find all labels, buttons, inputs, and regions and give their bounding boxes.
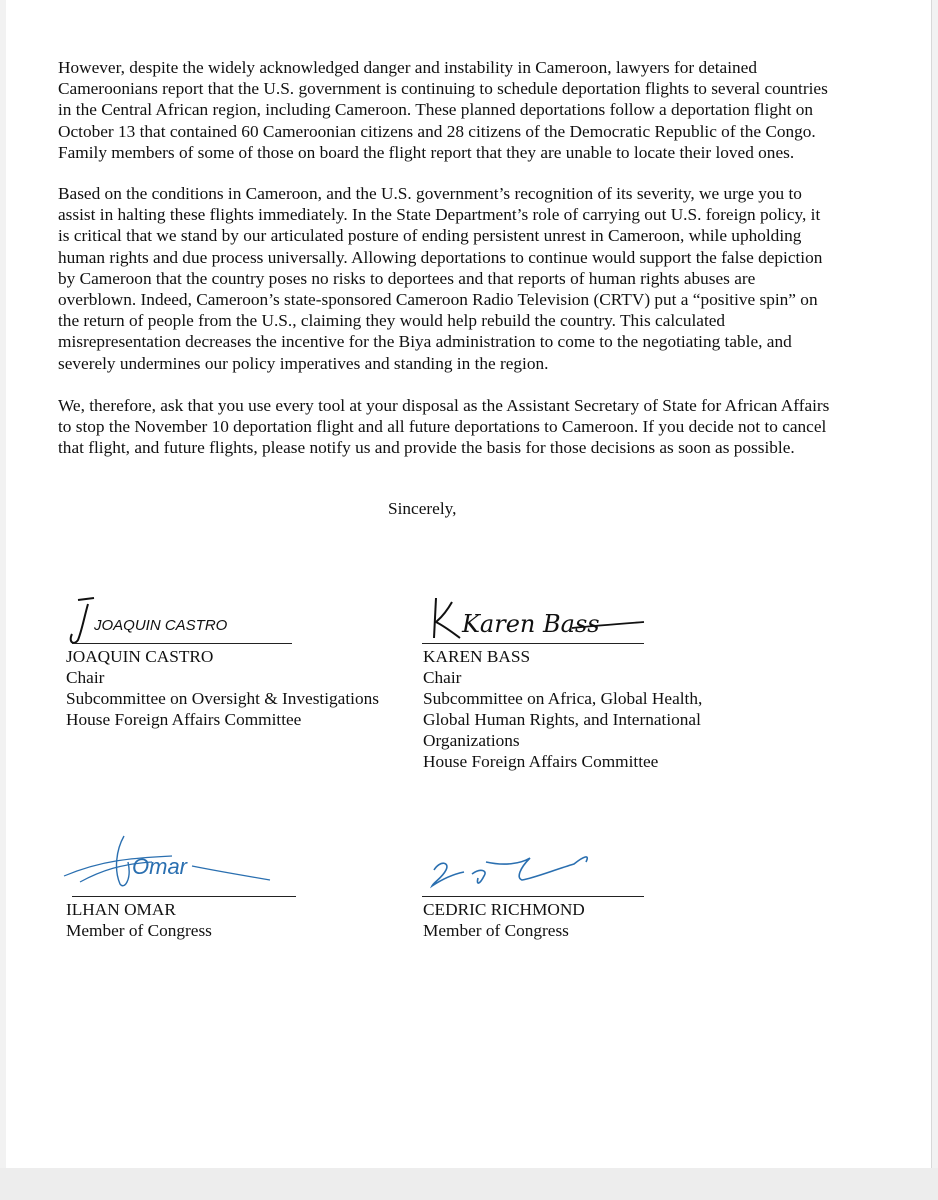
signature-bass <box>422 592 652 644</box>
signatory-castro-info <box>66 646 379 730</box>
signatory-title-line: House Foreign Affairs Committee <box>423 752 659 771</box>
signatory-name: ILHAN OMAR <box>66 900 176 919</box>
signature-line <box>72 896 296 897</box>
signature-bass-text: Karen Bass <box>462 610 600 638</box>
signatory-title-line: Member of Congress <box>66 921 212 940</box>
signatory-title-line: Member of Congress <box>423 921 569 940</box>
signatory-title-line: Subcommittee on Oversight & Investigations <box>66 689 379 708</box>
signatory-richmond-info <box>423 899 585 941</box>
signatory-title-line: Chair <box>423 668 462 687</box>
signatory-title-line: House Foreign Affairs Committee <box>66 710 302 729</box>
signatory-title-line: Global Human Rights, and International <box>423 710 701 729</box>
signature-castro-text: JOAQUIN CASTRO <box>94 617 228 634</box>
signatory-title-line: Organizations <box>423 731 520 750</box>
signatory-title-line: Subcommittee on Africa, Global Health, <box>423 689 703 708</box>
signatory-title-line: Chair <box>66 668 105 687</box>
signature-line <box>72 643 292 644</box>
closing-salutation: Sincerely, <box>388 499 457 518</box>
signature-omar <box>62 832 276 896</box>
signature-omar-text: Omar <box>132 854 187 879</box>
signatory-name: KAREN BASS <box>423 647 531 666</box>
signature-castro <box>64 596 264 648</box>
signatory-name: JOAQUIN CASTRO <box>66 647 214 666</box>
signature-richmond <box>424 848 604 892</box>
paragraph-3: We, therefore, ask that you use every tool at your disposal as the Assistant Secretary of State for African Affairs to stop the November 10 deportation flight and all future deportations to Cameroon. If you decide not to cancel that flight, and future flights, please notify us and provide the basis for those decisions as soon as possible. <box>58 396 830 458</box>
signatory-name: CEDRIC RICHMOND <box>423 900 585 919</box>
signature-line <box>422 643 644 644</box>
viewer-bottom-strip <box>0 1168 938 1200</box>
paragraph-2: Based on the conditions in Cameroon, and the U.S. government’s recognition of its severity, we urge you to assist in halting these flights immediately. In the State Department’s role of carrying out U.S. foreign policy, it is critical that we stand by our articulated posture of ending persistent unrest in Cameroon, while upholding human rights and due process universally. Allowing deportations to continue would support the false depiction by Cameroon that the country poses no risks to deportees and that reports of human rights abuses are overblown. Indeed, Cameroon’s state-sponsored Cameroon Radio Television (CRTV) put a “positive spin” on the return of people from the U.S., claiming they would help rebuild the country. This calculated misrepresentation decreases the incentive for the Biya administration to come to the negotiating table, and severely undermines our policy imperatives and standing in the region. <box>58 184 823 373</box>
signature-line <box>422 896 644 897</box>
signatory-omar-info <box>66 899 212 941</box>
letter-page <box>6 0 932 1169</box>
signatory-bass-info <box>423 646 702 772</box>
paragraph-1: However, despite the widely acknowledged danger and instability in Cameroon, lawyers for detained Cameroonians report that the U.S. government is continuing to schedule deportation flights to several countries in the Central African region, including Cameroon. These planned deportations follow a deportation flight on October 13 that contained 60 Cameroonian citizens and 28 citizens of the Democratic Republic of the Congo. Family members of some of those on board the flight report that they are unable to locate their loved ones. <box>58 58 828 162</box>
